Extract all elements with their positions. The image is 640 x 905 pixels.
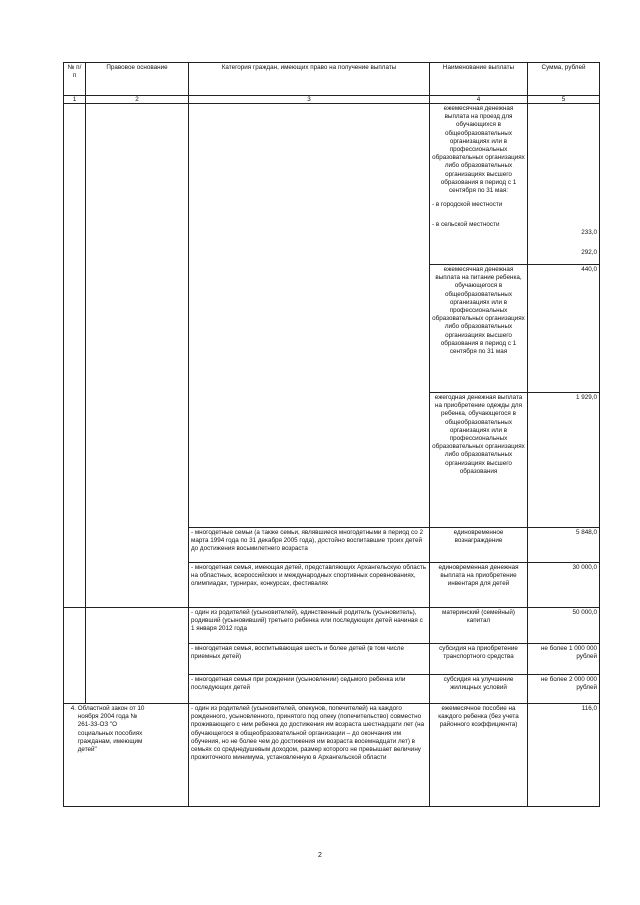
transport-payment-name: субсидия на приобретение транспортного средства [430,644,528,675]
header-legal-basis: Правовое основание [86,63,189,96]
transport-category: - многодетная семья, воспитывающая шесть и более детей (в том числе приемных детей) [189,644,430,675]
payment-name-cell [430,104,528,265]
table-row [64,608,600,644]
column-numbers-row [64,96,600,104]
law4-category: - один из родителей (усыновителей, опекунов, попечителей) на каждого рожденного, усыновленного, принятого под опеку (попечительство) совместно проживающего с ним ребенка до достижения им возраста шестнадцати лет (на обучающегося в общеобразовательной организации – до окончания им обучения, но не более чем до достижения им возраста восемнадцати лет) в семьях со среднедушевым доходом, размер которого не превышает величину прожиточного минимума, установленную в Архангельской области [189,704,430,807]
legal-basis-cell [86,104,189,608]
header-payment-name: Наименование выплаты [430,63,528,96]
meals-amount: 440,0 [528,265,600,393]
reward-amount: 5 848,0 [528,528,600,563]
number-cell [64,608,86,704]
housing-payment-name: субсидия на улучшение жилищных условий [430,675,528,704]
number-cell [64,104,86,608]
housing-amount: не более 2 000 000 рублей [528,675,600,704]
capital-category: - один из родителей (усыновителей), единственный родитель (усыновитель), родивший (усыновивший) третьего ребенка или последующих детей начиная с 1 января 2012 года [189,608,430,644]
travel-rural-label: - в сельской местности [432,221,500,229]
row-number: 4. [70,705,76,712]
transport-amount: не более 1 000 000 рублей [528,644,600,675]
capital-payment-name: материнский (семейный) капитал [430,608,528,644]
column-number: 3 [189,96,430,104]
column-number: 1 [64,96,86,104]
sport-category: - многодетная семья, имеющая детей, представляющих Архангельскую область на областных, всероссийских и международных спортивных соревнованиях, олимпиадах, турнирах, конкурсах, фестивалях [189,563,430,608]
travel-urban-amount: 233,0 [581,229,597,236]
header-category: Категория граждан, имеющих право на получение выплаты [189,63,430,96]
header-amount: Сумма, рублей [528,63,600,96]
sport-payment-name: единовременная денежная выплата на приобретение инвентаря для детей [430,563,528,608]
header-number: № п/п [64,63,86,96]
column-number: 5 [528,96,600,104]
housing-category: - многодетная семья при рождении (усыновлении) седьмого ребенка или последующих детей [189,675,430,704]
table-row [64,704,600,807]
reward-category: - многодетные семьи (а также семьи, являвшиеся многодетными в период со 2 марта 1994 года по 31 декабря 2005 года), достойно воспитавшие троих детей до достижения восьмилетнего возраста [189,528,430,563]
legal-basis-text: Областной закон от 10 ноября 2004 года № 261-33-ОЗ "О социальных пособиях гражданам, имеющим детей" [77,705,145,754]
sport-amount: 30 000,0 [528,563,600,608]
travel-payment-name: ежемесячная денежная выплата на проезд для обучающихся в общеобразовательных организациях или в профессиональных образовательных организациях либо образовательных организациях высшего образования в период с 1 сентября по 31 мая: [432,105,525,195]
legal-basis-cell [86,608,189,704]
column-number: 2 [86,96,189,104]
page-number: 2 [318,852,322,859]
table-header-row [64,63,600,96]
column-number: 4 [430,96,528,104]
benefits-table [63,62,600,807]
travel-urban-label: - в городской местности [432,201,503,209]
law4-amount: 116,0 [528,704,600,807]
law-cell [64,704,189,807]
category-cell [189,104,430,528]
clothes-amount: 1 929,0 [528,393,600,528]
capital-amount: 50 000,0 [528,608,600,644]
law4-payment-name: ежемесячное пособие на каждого ребенка (без учета районного коэффициента) [430,704,528,807]
clothes-payment-name: ежегодная денежная выплата на приобретение одежды для ребенка, обучающегося в общеобразовательных организациях или в профессиональных образовательных организациях либо образовательных организациях высшего образования [430,393,528,528]
travel-rural-amount: 292,0 [581,249,597,257]
table-row [64,104,600,265]
meals-payment-name: ежемесячная денежная выплата на питание ребенка, обучающегося в общеобразовательных организациях или в профессиональных образовательных организациях либо образовательных организациях высшего образования в период с 1 сентября по 31 мая [430,265,528,393]
amount-cell [528,104,600,265]
reward-payment-name: единовременное вознаграждение [430,528,528,563]
